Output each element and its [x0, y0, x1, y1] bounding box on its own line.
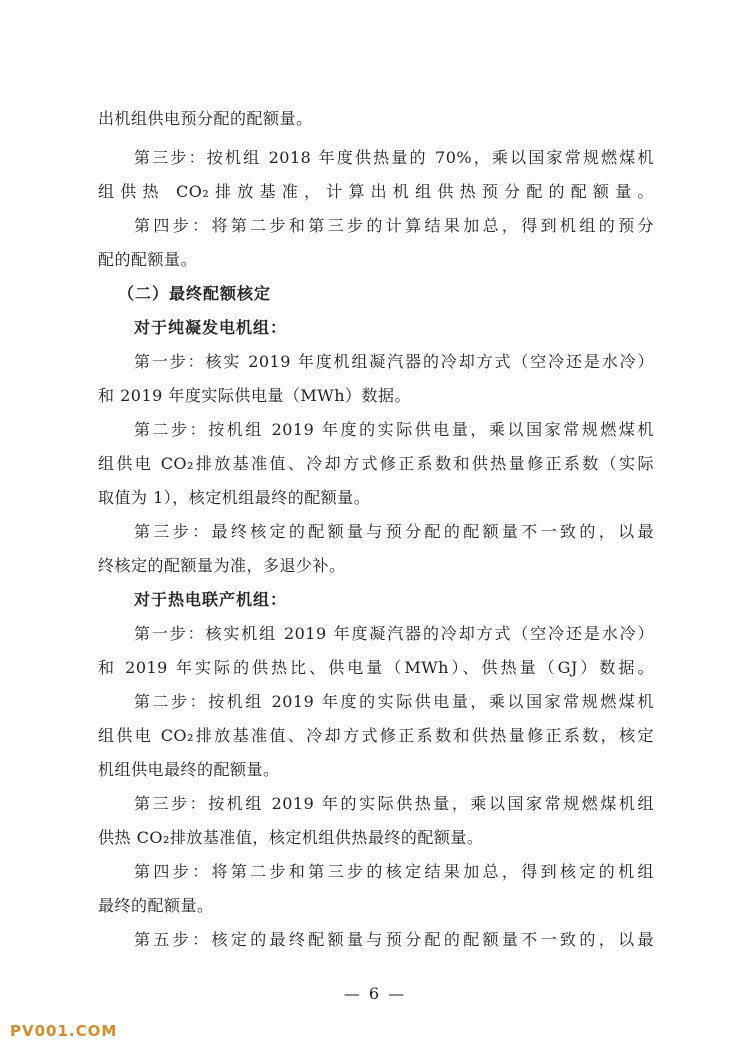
text-line: 取值为 1），核定机组最终的配额量。 — [98, 488, 371, 507]
subsection-heading: 对于纯凝发电机组： — [134, 318, 288, 337]
text-line: 第三步：最终核定的配额量与预分配的配额量不一致的，以最 — [134, 522, 654, 541]
text-line: 组供电 CO₂排放基准值、冷却方式修正系数和供热量修正系数（实际 — [98, 454, 654, 473]
text-line: 和 2019 年度实际供电量（MWh）数据。 — [98, 386, 412, 405]
text-line: 和 2019 年实际的供热比、供电量（MWh）、供热量（GJ）数据。 — [98, 658, 654, 677]
text-line: 第二步：按机组 2019 年度的实际供电量，乘以国家常规燃煤机 — [134, 420, 654, 439]
text-line: 第二步：按机组 2019 年度的实际供电量，乘以国家常规燃煤机 — [134, 692, 654, 711]
text-line: 配的配额量。 — [98, 250, 198, 269]
text-line: 终核定的配额量为准，多退少补。 — [98, 556, 346, 575]
text-line: 供热 CO₂排放基准值，核定机组供热最终的配额量。 — [98, 828, 484, 847]
text-line: 组供电 CO₂排放基准值、冷却方式修正系数和供热量修正系数，核定 — [98, 726, 654, 745]
text-line: 第五步：核定的最终配额量与预分配的配额量不一致的，以最 — [134, 930, 654, 949]
text-line: 出机组供电预分配的配额量。 — [98, 109, 313, 128]
text-line: 第一步：核实机组 2019 年度凝汽器的冷却方式（空冷还是水冷） — [134, 624, 654, 643]
text-line: 第三步：按机组 2018 年度供热量的 70%，乘以国家常规燃煤机 — [134, 148, 654, 167]
text-line: 第三步：按机组 2019 年的实际供热量，乘以国家常规燃煤机组 — [134, 794, 654, 813]
text-line: 组供热 CO₂排放基准，计算出机组供热预分配的配额量。 — [98, 182, 654, 201]
text-line: 第四步：将第二步和第三步的核定结果加总，得到核定的机组 — [134, 862, 654, 881]
text-line: 第一步：核实 2019 年度机组凝汽器的冷却方式（空冷还是水冷） — [134, 352, 654, 371]
text-line: 第四步：将第二步和第三步的计算结果加总，得到机组的预分 — [134, 216, 654, 235]
text-line: 最终的配额量。 — [98, 896, 214, 915]
section-heading: （二）最终配额核定 — [118, 284, 272, 303]
page-number: — 6 — — [343, 984, 407, 1003]
subsection-heading: 对于热电联产机组： — [134, 590, 288, 609]
text-line: 机组供电最终的配额量。 — [98, 760, 280, 779]
watermark-logo: PV001.COM — [10, 1022, 118, 1040]
